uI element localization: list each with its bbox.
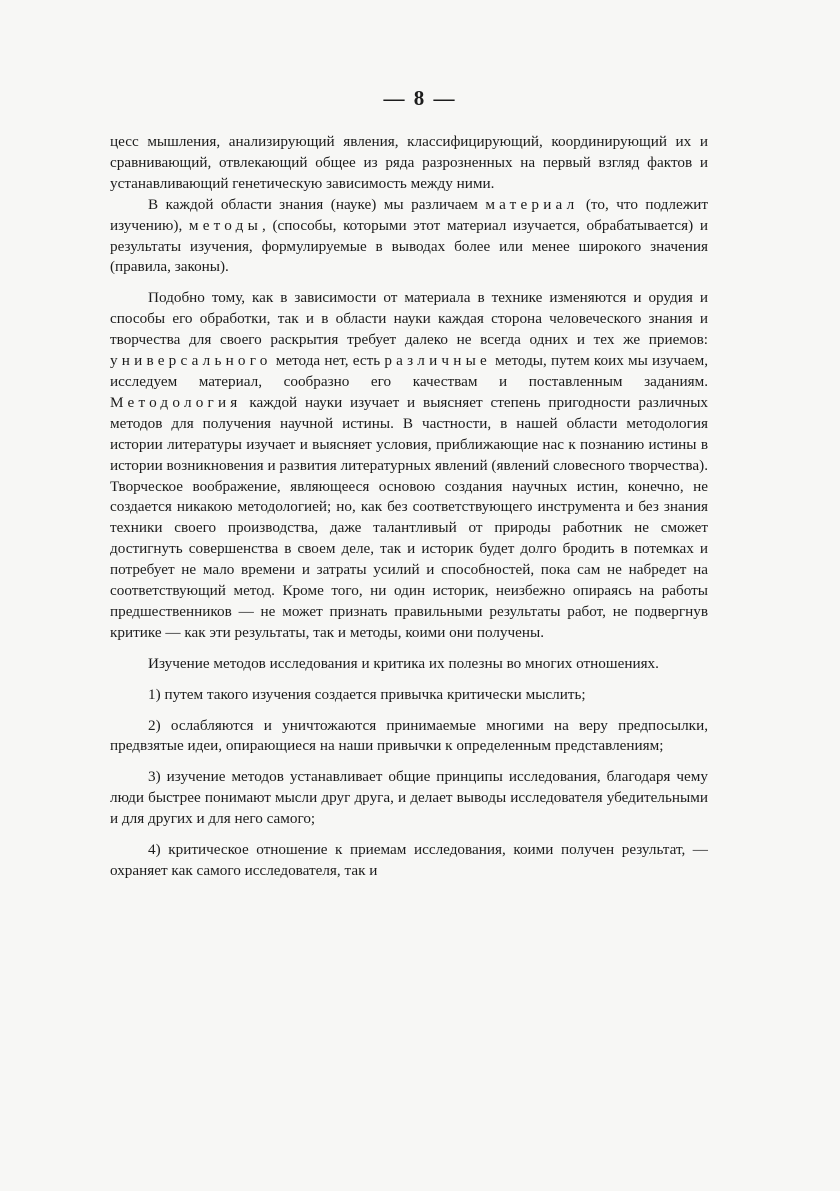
emphasized-term: универсального [110,352,272,370]
text-run: В каждой области знания (науке) мы различаем [148,195,486,213]
text-run: Подобно тому, как в зависимости от материала в технике изменяются и орудия и способы его обработки, так и в области науки каждая сторона человеческого знания и творчества для своего раскрытия требует далеко не всегда одних и тех же приемов: [110,289,708,349]
text-run: 3) изучение методов устанавливает общие принципы исследования, благодаря чему люди быстрее понимают мысли друг друга, и делает выводы исследователя убедительными и для других и для него самого; [110,768,708,828]
list-item [110,767,708,830]
emphasized-term: различные [384,352,491,370]
text-run: методы, путем коих мы изучаем, исследуем материал, сообразно его качествам и поставленным заданиям. [110,352,708,390]
page-number: — 8 — [383,86,457,110]
text-run: (то, что подлежит изучению), [110,195,708,234]
emphasized-term: Методология [110,393,242,411]
list-item [110,716,708,758]
text-run: каждой науки изучает и выясняет степень пригодности различных методов для получения научной истины. В частности, в нашей области методология истории литературы изучает и выясняет условия, приближающие нас к познанию истины в истории возникновения и развития литературных явлений (явлений словесного творчества). Творческое воображение, являющееся основою создания научных истин, конечно, не создается никакою методологией; но, как без соответствующего инструмента и без знания техники своего производства, даже талантливый от природы работник не сможет достигнуть совершенства в своем деле, так и историк будет долго бродить в потемках и потребует не мало времени и затраты усилий и способностей, пока сам не набредет на соответствующий метод. Кроме того, ни один историк, неизбежно опираясь на работы предшественников — не может признать правильными результаты работ, не подвергнув критике — как эти результаты, так и методы, коими они получены. [110,393,708,641]
emphasized-term: материал [485,195,579,213]
text-run: , (способы, которыми этот материал изучается, обрабатывается) и результаты изучения, формулируемые в выводах более или менее широкого значения (правила, законы). [110,216,708,276]
text-run: Изучение методов исследования и критика их полезны во многих отношениях. [148,654,659,672]
text-run: цесс мышления, анализирующий явления, классифицирующий, координирующий их и сравнивающий, отвлекающий общее из ряда разрозненных на первый взгляд фактов и устанавливающий генетическую зависимость между ними. [110,133,708,192]
paragraph [110,288,708,643]
paragraph [110,132,708,195]
emphasized-term: методы [188,216,262,234]
text-run: 4) критическое отношение к приемам исследования, коими получен результат, — охраняет как самого исследователя, так и [110,841,708,879]
paragraph [110,195,708,279]
paragraph [110,654,708,675]
body-text [110,132,708,882]
text-run: метода нет, есть [271,352,385,370]
list-item [110,840,708,882]
list-item [110,685,708,706]
text-run: 2) ослабляются и уничтожаются принимаемые многими на веру предпосылки, предвзятые идеи, опирающиеся на наши привычки к определенным представлениям; [110,716,708,755]
text-run: 1) путем такого изучения создается привычка критически мыслить; [148,685,586,703]
